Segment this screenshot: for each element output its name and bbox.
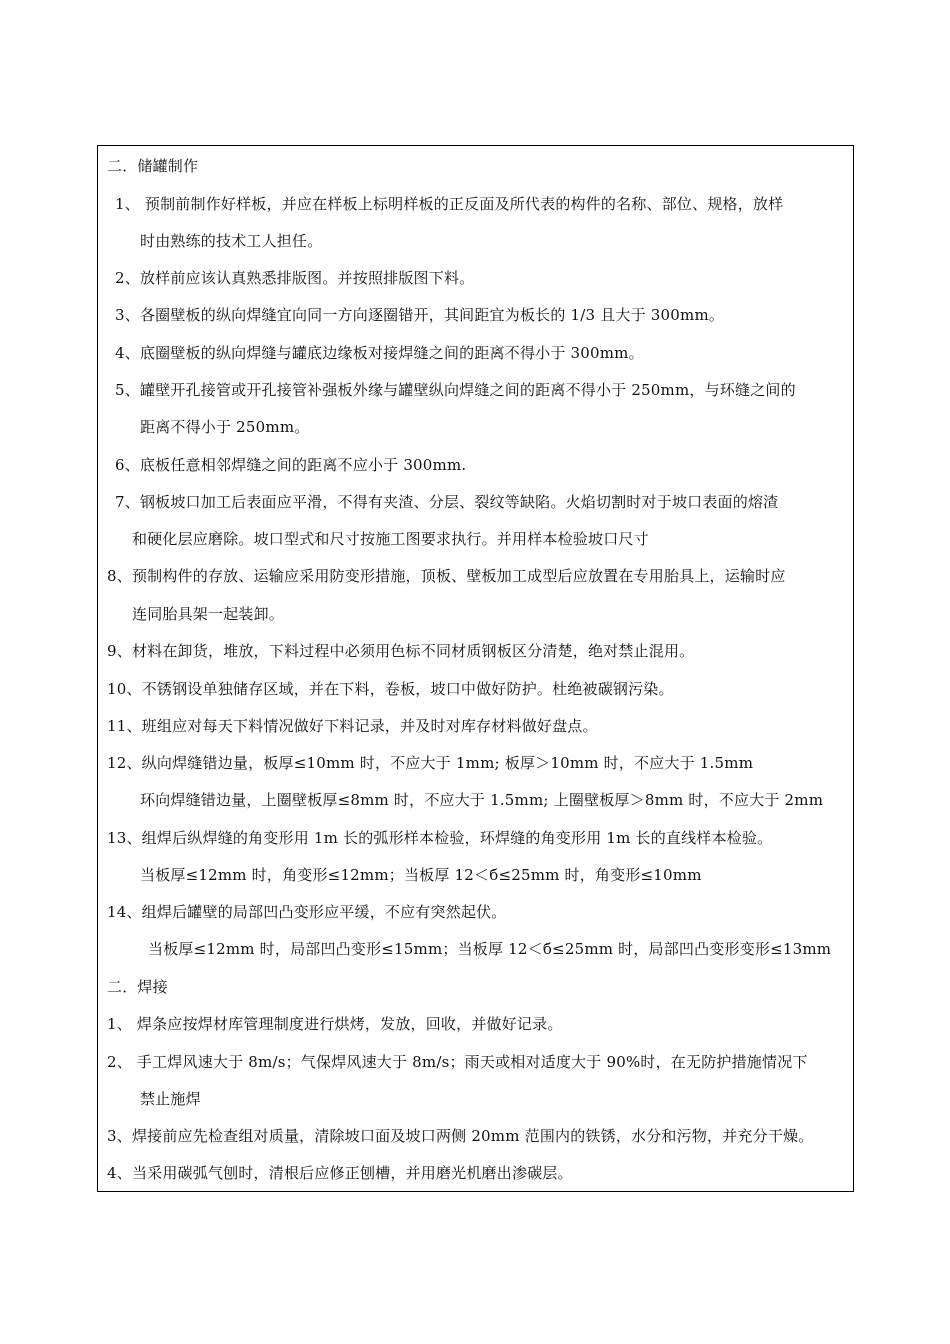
item-13-line-1: 13、组焊后纵焊缝的角变形用 1m 长的弧形样本检验，环焊缝的角变形用 1m 长的直线样本检验。	[107, 829, 773, 847]
item-13-line-2: 当板厚≤12mm 时，角变形≤12mm；当板厚 12＜б≤25mm 时，角变形≤10mm	[140, 866, 702, 884]
item-12-line-2: 环向焊缝错边量，上圈壁板厚≤8mm 时，不应大于 1.5mm; 上圈壁板厚＞8mm 时，不应大于 2mm	[140, 791, 824, 809]
item-10: 10、不锈钢设单独储存区域，并在下料，卷板，坡口中做好防护。杜绝被碳钢污染。	[107, 680, 674, 698]
weld-item-2-line-1: 2、 手工焊风速大于 8m/s；气保焊风速大于 8m/s；雨天或相对适度大于 90%时，在无防护措施情况下	[107, 1053, 808, 1071]
section-heading: 二．焊接	[107, 978, 168, 996]
section-heading: 二．储罐制作	[107, 157, 199, 175]
item-7-line-1: 7、钢板坡口加工后表面应平滑，不得有夹渣、分层、裂纹等缺陷。火焰切割时对于坡口表面的熔渣	[115, 493, 779, 511]
item-9: 9、材料在卸货，堆放，下料过程中必须用色标不同材质钢板区分清楚，绝对禁止混用。	[107, 642, 695, 660]
item-6: 6、底板任意相邻焊缝之间的距离不应小于 300mm.	[115, 456, 467, 474]
item-5-line-2: 距离不得小于 250mm。	[140, 418, 310, 436]
item-3: 3、各圈壁板的纵向焊缝宜向同一方向逐圈错开，其间距宜为板长的 1/3 且大于 300mm。	[115, 306, 725, 324]
item-8-line-2: 连同胎具架一起装卸。	[132, 605, 285, 623]
weld-item-2-line-2: 禁止施焊	[140, 1090, 201, 1108]
document-frame	[97, 145, 854, 1192]
item-1-line-1: 1、 预制前制作好样板，并应在样板上标明样板的正反面及所代表的构件的名称、部位、规格，放样	[115, 195, 784, 213]
item-8-line-1: 8、预制构件的存放、运输应采用防变形措施，顶板、壁板加工成型后应放置在专用胎具上，运输时应	[107, 567, 786, 585]
item-7-line-2: 和硬化层应磨除。坡口型式和尺寸按施工图要求执行。并用样本检验坡口尺寸	[132, 530, 649, 548]
weld-item-3: 3、焊接前应先检查组对质量，清除坡口面及坡口两侧 20mm 范围内的铁锈，水分和污物，并充分干燥。	[107, 1127, 814, 1145]
item-2: 2、放样前应该认真熟悉排版图。并按照排版图下料。	[115, 269, 475, 287]
item-5-line-1: 5、罐壁开孔接管或开孔接管补强板外缘与罐壁纵向焊缝之间的距离不得小于 250mm，与环缝之间的	[115, 381, 796, 399]
weld-item-4: 4、当采用碳弧气刨时，清根后应修正刨槽，并用磨光机磨出渗碳层。	[107, 1164, 573, 1182]
item-12-line-1: 12、纵向焊缝错边量，板厚≤10mm 时，不应大于 1mm; 板厚＞10mm 时，不应大于 1.5mm	[107, 754, 754, 772]
item-11: 11、班组应对每天下料情况做好下料记录，并及时对库存材料做好盘点。	[107, 717, 598, 735]
item-4: 4、底圈壁板的纵向焊缝与罐底边缘板对接焊缝之间的距离不得小于 300mm。	[115, 344, 644, 362]
item-1-line-2: 时由熟练的技术工人担任。	[140, 232, 323, 250]
weld-item-1: 1、 焊条应按焊材库管理制度进行烘烤，发放，回收，并做好记录。	[107, 1015, 563, 1033]
item-14-line-1: 14、组焊后罐壁的局部凹凸变形应平缓，不应有突然起伏。	[107, 903, 507, 921]
item-14-line-2: 当板厚≤12mm 时，局部凹凸变形≤15mm；当板厚 12＜б≤25mm 时，局部凹凸变形变形≤13mm	[148, 940, 832, 958]
